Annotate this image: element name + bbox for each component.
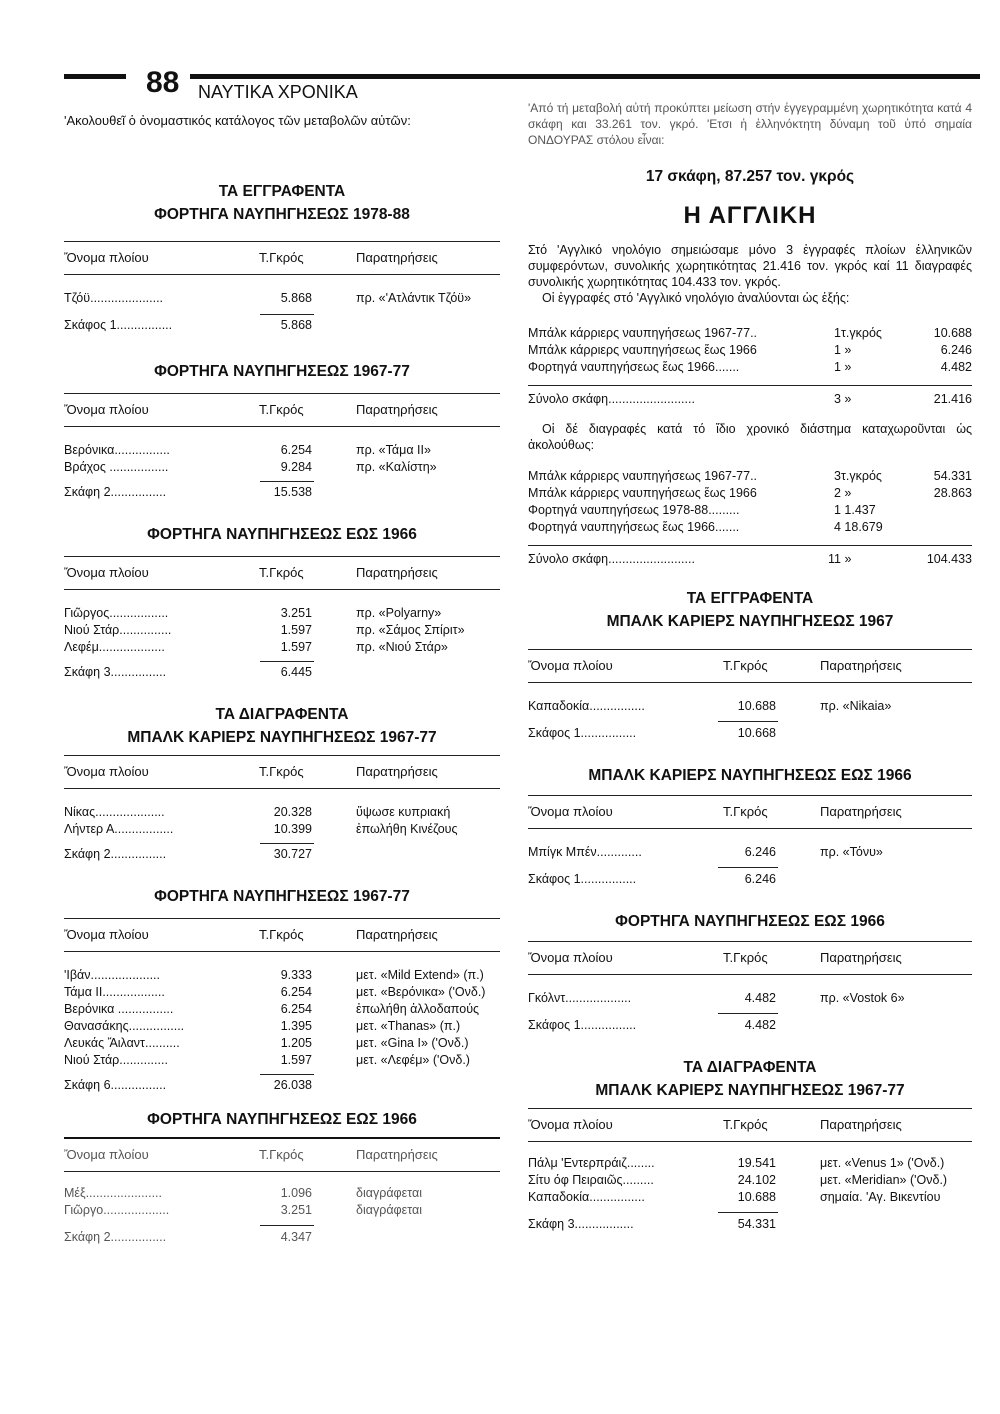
table-header <box>528 941 972 975</box>
england-paragraph: Οἱ ἐγγραφές στό 'Αγγλικό νηολόγιο ἀναλύονται ὡς ἑξής: <box>542 291 850 305</box>
section-title: ΜΠΑΛΚ ΚΑΡΙΕΡΣ ΝΑΥΠΗΓΗΣΕΩΣ ΕΩΣ 1966 <box>588 767 912 784</box>
column-header-tonnage: Τ.Γκρός <box>723 804 768 819</box>
total-label: Σκάφη 3................ <box>64 665 167 679</box>
table-header <box>64 755 500 789</box>
ship-note: πρ. «Τόνυ» <box>820 845 883 859</box>
ship-note: ἐπωλήθη ἀλλοδαπούς <box>356 1002 480 1016</box>
table-header <box>64 241 500 275</box>
column-header-notes: Παρατηρήσεις <box>356 764 438 779</box>
summary-value: 104.433 <box>926 552 972 566</box>
summary-count: 1 1.437 <box>834 503 876 517</box>
ship-note: πρ. «Polyarny» <box>356 606 442 620</box>
ship-note: διαγράφεται <box>356 1203 422 1217</box>
table-row <box>64 1002 500 1019</box>
ship-name: Λήντερ Α................. <box>64 822 174 836</box>
summary-count: 1 » <box>834 343 852 357</box>
ship-name: Μπίγκ Μπέν............. <box>528 845 642 859</box>
column-header-name: Ὄνομα πλοίου <box>528 804 613 819</box>
intro-paragraph: 'Από τή μεταβολή αὐτή προκύπτει μείωση στήν ἐγγεγραμμένη χωρητικότητα κατά 4 σκάφη και 33.261 τον. γκρό. 'Ετσι ἡ ἑλληνόκτητη δύναμη τοῦ ὑπό σημαία ΟΝΔΟΥΡΑΣ στόλου εἶναι: <box>528 101 972 147</box>
header-rule-right <box>190 74 980 79</box>
column-header-tonnage: Τ.Γκρός <box>259 927 304 942</box>
column-header-notes: Παρατηρήσεις <box>356 402 438 417</box>
total-label: Σκάφη 3................. <box>528 1217 634 1231</box>
ship-note: ἐπωλήθη Κινέζους <box>356 822 458 836</box>
column-header-notes: Παρατηρήσεις <box>820 804 902 819</box>
column-header-notes: Παρατηρήσεις <box>356 1147 438 1162</box>
table-row <box>64 1053 500 1070</box>
total-tonnage: 4.347 <box>280 1230 312 1244</box>
ship-tonnage: 1.395 <box>280 1019 312 1033</box>
ship-note: ὕψωσε κυπριακή <box>356 805 451 819</box>
column-header-notes: Παρατηρήσεις <box>820 1117 902 1132</box>
table-header <box>64 556 500 590</box>
summary-count: 3τ.γκρός <box>834 469 882 483</box>
ship-note: πρ. «Vostok 6» <box>820 991 905 1005</box>
table-row <box>64 443 500 460</box>
section-title-line: ΦΟΡΤΗΓΑ ΝΑΥΠΗΓΗΣΕΩΣ 1978-88 <box>154 206 410 223</box>
column-header-name: Ὄνομα πλοίου <box>64 1147 149 1162</box>
table-row <box>64 822 500 839</box>
summary-label: Φορτηγά ναυπηγήσεως ἕως 1966....... <box>528 520 740 534</box>
column-header-notes: Παρατηρήσεις <box>820 950 902 965</box>
ship-tonnage: 1.096 <box>280 1186 312 1200</box>
ship-tonnage: 24.102 <box>737 1173 776 1187</box>
summary-label: Σύνολο σκάφη......................... <box>528 392 695 406</box>
summary-rule <box>528 537 972 546</box>
column-header-tonnage: Τ.Γκρός <box>259 565 304 580</box>
sum-rule <box>718 1212 778 1213</box>
section-title <box>64 180 500 226</box>
total-label: Σκάφος 1................ <box>528 1018 637 1032</box>
section-title <box>64 703 500 749</box>
ship-note: πρ. «Nikaia» <box>820 699 892 713</box>
column-header-notes: Παρατηρήσεις <box>356 250 438 265</box>
total-label: Σκάφη 2................ <box>64 1230 167 1244</box>
page-number: 88 <box>146 66 180 99</box>
section-title: ΦΟΡΤΗΓΑ ΝΑΥΠΗΓΗΣΕΩΣ ΕΩΣ 1966 <box>147 1111 417 1128</box>
ship-tonnage: 3.251 <box>280 606 312 620</box>
ship-name: Νίκας.................... <box>64 805 165 819</box>
sum-rule <box>260 314 314 315</box>
column-header-name: Ὄνομα πλοίου <box>64 764 149 779</box>
ship-name: Λεφέμ................... <box>64 640 165 654</box>
table-row <box>528 845 972 862</box>
summary-label: Φορτηγά ναυπηγήσεως ἕως 1966....... <box>528 360 740 374</box>
ship-tonnage: 6.254 <box>280 443 312 457</box>
total-row <box>528 872 972 892</box>
total-row <box>64 318 500 338</box>
total-tonnage: 15.538 <box>273 485 312 499</box>
table-row <box>528 991 972 1008</box>
summary-row <box>528 503 972 520</box>
section-title-line: ΤΑ ΕΓΓΡΑΦΕΝΤΑ <box>218 183 346 200</box>
ship-tonnage: 19.541 <box>737 1156 776 1170</box>
summary-label: Μπάλκ κάρριερς ναυπηγήσεως ἕως 1966 <box>528 343 757 357</box>
total-row <box>64 847 500 867</box>
page-title: ΝΑΥΤΙΚΑ ΧΡΟΝΙΚΑ <box>198 82 358 102</box>
ship-tonnage: 1.205 <box>280 1036 312 1050</box>
section-title-line: ΤΑ ΕΓΓΡΑΦΕΝΤΑ <box>686 590 814 607</box>
ship-name: Βερόνικα................ <box>64 443 170 457</box>
total-label: Σκάφος 1................ <box>64 318 173 332</box>
ship-note: πρ. «Νιού Στάρ» <box>356 640 448 654</box>
table-row <box>528 1173 972 1190</box>
table-header <box>528 1108 972 1142</box>
summary-value: 28.863 <box>933 486 972 500</box>
ship-note: μετ. «Meridian» ('Ονδ.) <box>820 1173 948 1187</box>
section-title-line: ΤΑ ΔΙΑΓΡΑΦΕΝΤΑ <box>215 706 349 723</box>
table-row <box>64 1203 500 1220</box>
total-label: Σκάφος 1................ <box>528 726 637 740</box>
ship-note: διαγράφεται <box>356 1186 422 1200</box>
ship-name: Βερόνικα ................ <box>64 1002 174 1016</box>
ship-name: Καπαδοκία................ <box>528 1190 645 1204</box>
column-header-notes: Παρατηρήσεις <box>356 565 438 580</box>
total-label: Σκάφη 2................ <box>64 485 167 499</box>
ship-note: πρ. «Καλίστη» <box>356 460 437 474</box>
ship-tonnage: 9.284 <box>280 460 312 474</box>
summary-row <box>528 486 972 503</box>
sum-rule <box>260 1074 314 1075</box>
section-title: ΦΟΡΤΗΓΑ ΝΑΥΠΗΓΗΣΕΩΣ 1967-77 <box>154 363 410 380</box>
column-header-name: Ὄνομα πλοίου <box>528 658 613 673</box>
ship-name: Σίτυ όφ Πειραιῶς......... <box>528 1173 654 1187</box>
total-label: Σκάφη 2................ <box>64 847 167 861</box>
table-row <box>64 805 500 822</box>
section-title-line: ΜΠΑΛΚ ΚΑΡΙΕΡΣ ΝΑΥΠΗΓΗΣΕΩΣ 1967-77 <box>595 1082 905 1099</box>
total-tonnage: 6.445 <box>280 665 312 679</box>
ship-name: Πάλμ 'Εντερπράιζ........ <box>528 1156 655 1170</box>
total-tonnage: 54.331 <box>737 1217 776 1231</box>
total-row <box>64 1230 500 1250</box>
total-row <box>528 1018 972 1038</box>
sum-rule <box>260 481 314 482</box>
ship-note: σημαία. 'Αγ. Βικεντίου <box>820 1190 941 1204</box>
column-header-tonnage: Τ.Γκρός <box>723 658 768 673</box>
ship-note: πρ. «Σάμος Σπίριτ» <box>356 623 465 637</box>
column-header-name: Ὄνομα πλοίου <box>64 250 149 265</box>
table-row <box>528 1156 972 1173</box>
section-title <box>528 1056 972 1102</box>
sum-rule <box>718 721 778 722</box>
section-title-line: ΤΑ ΔΙΑΓΡΑΦΕΝΤΑ <box>683 1059 817 1076</box>
ship-note: μετ. «Venus 1» ('Ονδ.) <box>820 1156 945 1170</box>
ship-note: πρ. «Τάμα ΙΙ» <box>356 443 431 457</box>
column-header-tonnage: Τ.Γκρός <box>259 402 304 417</box>
summary-row <box>528 360 972 377</box>
summary-count: 1τ.γκρός <box>834 326 882 340</box>
summary-value: 10.688 <box>933 326 972 340</box>
table-row <box>64 640 500 657</box>
ship-name: Τζόϋ..................... <box>64 291 164 305</box>
ship-tonnage: 5.868 <box>280 291 312 305</box>
column-header-name: Ὄνομα πλοίου <box>64 927 149 942</box>
ship-name: Θανασάκης................ <box>64 1019 185 1033</box>
table-row <box>64 1019 500 1036</box>
header-rule-left <box>64 74 126 79</box>
column-header-tonnage: Τ.Γκρός <box>259 250 304 265</box>
summary-value: 54.331 <box>933 469 972 483</box>
deletions-paragraph: Οἱ δέ διαγραφές κατά τό ἴδιο χρονικό διάστημα καταχωροῦνται ὡς ἀκολούθως: <box>528 422 972 452</box>
ship-tonnage: 6.254 <box>280 985 312 999</box>
right-column <box>528 100 972 1237</box>
table-row <box>64 985 500 1002</box>
total-row <box>528 1217 972 1237</box>
column-header-tonnage: Τ.Γκρός <box>259 764 304 779</box>
summary-count: 4 18.679 <box>834 520 883 534</box>
summary-count: 11 » <box>828 552 852 566</box>
table-row <box>64 968 500 985</box>
table-header <box>528 649 972 683</box>
summary-row <box>528 520 972 537</box>
total-row <box>528 726 972 746</box>
table-row <box>528 1190 972 1207</box>
total-tonnage: 26.038 <box>273 1078 312 1092</box>
ship-note: μετ. «Mild Extend» (π.) <box>356 968 484 982</box>
summary-label: Σύνολο σκάφη......................... <box>528 552 695 566</box>
left-column <box>64 180 500 1250</box>
table-row <box>64 1036 500 1053</box>
ship-tonnage: 1.597 <box>280 1053 312 1067</box>
summary-rule <box>528 377 972 386</box>
section-title: ΦΟΡΤΗΓΑ ΝΑΥΠΗΓΗΣΕΩΣ 1967-77 <box>154 888 410 905</box>
ship-tonnage: 1.597 <box>280 640 312 654</box>
ship-tonnage: 9.333 <box>280 968 312 982</box>
ship-tonnage: 10.399 <box>273 822 312 836</box>
summary-count: 1 » <box>834 360 852 374</box>
column-header-name: Ὄνομα πλοίου <box>64 565 149 580</box>
summary-label: Φορτηγά ναυπηγήσεως 1978-88......... <box>528 503 740 517</box>
table-row <box>64 460 500 477</box>
summary-total-row <box>528 392 972 409</box>
total-tonnage: 10.668 <box>737 726 776 740</box>
section-title: ΦΟΡΤΗΓΑ ΝΑΥΠΗΓΗΣΕΩΣ ΕΩΣ 1966 <box>615 913 885 930</box>
column-header-notes: Παρατηρήσεις <box>356 927 438 942</box>
total-row <box>64 665 500 685</box>
ship-tonnage: 6.254 <box>280 1002 312 1016</box>
total-tonnage: 5.868 <box>280 318 312 332</box>
summary-value: 21.416 <box>933 392 972 406</box>
ship-tonnage: 6.246 <box>744 845 776 859</box>
ship-note: μετ. «Thanas» (π.) <box>356 1019 461 1033</box>
england-paragraph: Στό 'Αγγλικό νηολόγιο σημειώσαμε μόνο 3 ἐγγραφές πλοίων ἑλληνικῶν συμφερόντων, συνολικής χωρητικότητας 21.416 τον. γκρός καί 11 διαγραφές συνολικής χωρητικότητας 104.433 τον. γκρός. <box>528 243 972 289</box>
ship-name: Βράχος ................. <box>64 460 169 474</box>
ship-tonnage: 20.328 <box>273 805 312 819</box>
intro-text: 'Ακολουθεῖ ὁ ὀνομαστικός κατάλογος τῶν μεταβολῶν αὐτῶν: <box>64 113 411 128</box>
section-title <box>528 587 972 633</box>
section-title-line: ΜΠΑΛΚ ΚΑΡΙΕΡΣ ΝΑΥΠΗΓΗΣΕΩΣ 1967-77 <box>127 729 437 746</box>
sum-rule <box>718 1013 778 1014</box>
ship-name: Γκόλντ................... <box>528 991 632 1005</box>
column-header-tonnage: Τ.Γκρός <box>259 1147 304 1162</box>
ship-note: μετ. «Λεφέμ» ('Ονδ.) <box>356 1053 470 1067</box>
total-label: Σκάφος 1................ <box>528 872 637 886</box>
ship-note: πρ. «'Ατλάντικ Τζόϋ» <box>356 291 472 305</box>
ship-name: Νιού Στάρ............... <box>64 623 172 637</box>
sum-rule <box>260 661 314 662</box>
ship-tonnage: 4.482 <box>744 991 776 1005</box>
summary-total-row <box>528 552 972 569</box>
table-row <box>528 699 972 716</box>
ship-tonnage: 3.251 <box>280 1203 312 1217</box>
sum-rule <box>718 867 778 868</box>
summary-count: 3 » <box>834 392 852 406</box>
section-title-line: ΜΠΑΛΚ ΚΑΡΙΕΡΣ ΝΑΥΠΗΓΗΣΕΩΣ 1967 <box>606 613 894 630</box>
column-header-notes: Παρατηρήσεις <box>820 658 902 673</box>
column-header-name: Ὄνομα πλοίου <box>528 950 613 965</box>
table-row <box>64 623 500 640</box>
summary-value: 4.482 <box>940 360 972 374</box>
ship-name: Λευκάς Ἄιλαντ.......... <box>64 1036 180 1050</box>
table-header <box>64 393 500 427</box>
ship-name: Μέξ...................... <box>64 1186 162 1200</box>
column-header-tonnage: Τ.Γκρός <box>723 950 768 965</box>
summary-label: Μπάλκ κάρριερς ναυπηγήσεως 1967-77.. <box>528 469 758 483</box>
fleet-total: 17 σκάφη, 87.257 τον. γκρός <box>645 168 855 185</box>
summary-label: Μπάλκ κάρριερς ναυπηγήσεως 1967-77.. <box>528 326 758 340</box>
summary-count: 2 » <box>834 486 852 500</box>
ship-tonnage: 1.597 <box>280 623 312 637</box>
column-header-name: Ὄνομα πλοίου <box>64 402 149 417</box>
table-header <box>64 1137 500 1172</box>
ship-note: μετ. «Βερόνικα» ('Ονδ.) <box>356 985 486 999</box>
table-header <box>528 795 972 829</box>
table-row <box>64 1186 500 1203</box>
ship-name: Νιού Στάρ.............. <box>64 1053 168 1067</box>
ship-tonnage: 10.688 <box>737 1190 776 1204</box>
total-tonnage: 4.482 <box>744 1018 776 1032</box>
section-title: ΦΟΡΤΗΓΑ ΝΑΥΠΗΓΗΣΕΩΣ ΕΩΣ 1966 <box>147 526 417 543</box>
ship-name: Καπαδοκία................ <box>528 699 645 713</box>
summary-value: 6.246 <box>940 343 972 357</box>
total-tonnage: 6.246 <box>744 872 776 886</box>
ship-note: μετ. «Gina I» ('Ονδ.) <box>356 1036 469 1050</box>
column-header-tonnage: Τ.Γκρός <box>723 1117 768 1132</box>
table-row <box>64 291 500 308</box>
column-header-name: Ὄνομα πλοίου <box>528 1117 613 1132</box>
summary-row <box>528 469 972 486</box>
sum-rule <box>260 843 314 844</box>
ship-name: Γιῶργο................... <box>64 1203 170 1217</box>
total-tonnage: 30.727 <box>273 847 312 861</box>
ship-tonnage: 10.688 <box>737 699 776 713</box>
ship-name: Τάμα ΙΙ.................. <box>64 985 165 999</box>
ship-name: 'Ιβάν.................... <box>64 968 160 982</box>
table-header <box>64 918 500 952</box>
total-label: Σκάφη 6................ <box>64 1078 167 1092</box>
ship-name: Γιῶργος................. <box>64 606 169 620</box>
summary-label: Μπάλκ κάρριερς ναυπηγήσεως ἕως 1966 <box>528 486 757 500</box>
sum-rule <box>260 1225 314 1226</box>
summary-row <box>528 326 972 343</box>
summary-row <box>528 343 972 360</box>
table-row <box>64 606 500 623</box>
total-row <box>64 1078 500 1098</box>
england-title: Η ΑΓΓΛΙΚΗ <box>683 202 817 229</box>
total-row <box>64 485 500 505</box>
